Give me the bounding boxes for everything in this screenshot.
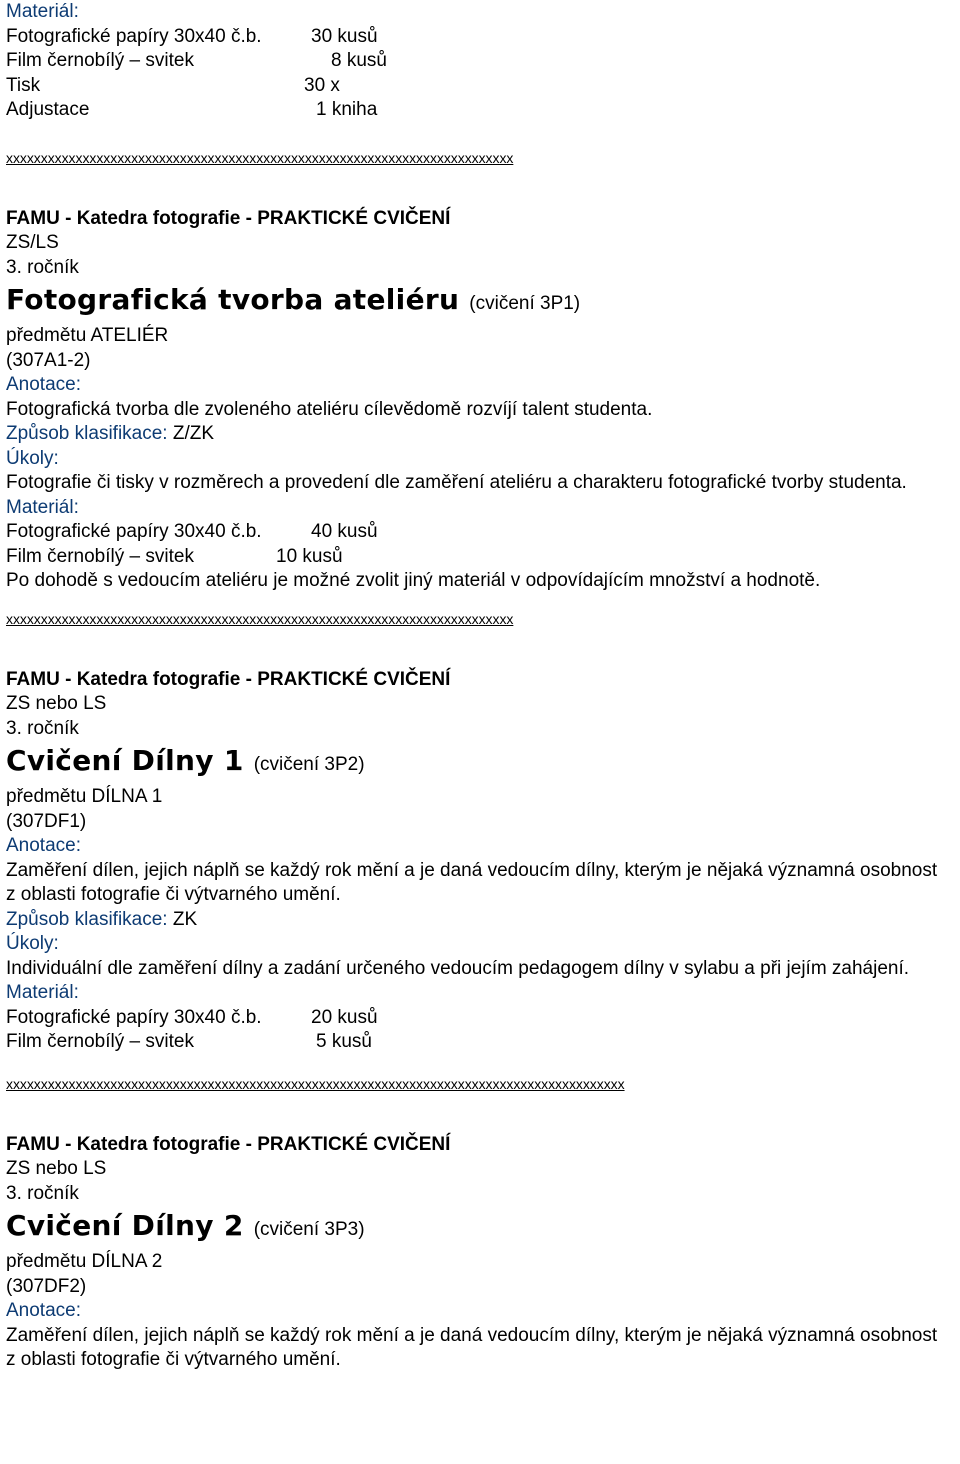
course-code: (307A1-2) [6, 349, 91, 371]
material-label: Materiál: [6, 982, 79, 1003]
course-title-text: Fotografická tvorba ateliéru [6, 283, 460, 316]
material-row [6, 98, 960, 123]
material-qty: 30 kusů [311, 25, 378, 47]
material-row [6, 1006, 960, 1031]
course-title-text: Cvičení Dílny 1 [6, 744, 244, 777]
course-title [6, 1206, 960, 1250]
material-name: Film černobílý – svitek [6, 50, 194, 71]
material-qty: 1 kniha [316, 99, 378, 120]
semester: ZS nebo LS [6, 693, 107, 714]
subject: předmětu DÍLNA 1 [6, 786, 163, 807]
separator-line: xxxxxxxxxxxxxxxxxxxxxxxxxxxxxxxxxxxxxxxxxxxxxxxxxxxxxxxxxxxxxxxxxxxxxxxxxxxxxxxxxxxxxxxxx [6, 1075, 625, 1092]
material-row [6, 74, 960, 99]
material-qty: 5 kusů [316, 1031, 372, 1052]
classification [6, 908, 960, 933]
material-name: Adjustace [6, 99, 90, 120]
course-code: (307DF1) [6, 810, 87, 832]
tasks-text: Fotografie či tisky v rozměrech a provedení dle zaměření ateliéru a charakteru fotografické tvorby studenta. [6, 472, 907, 493]
section-header: FAMU - Katedra fotografie - PRAKTICKÉ CVIČENÍ [6, 207, 451, 229]
subject: předmětu ATELIÉR [6, 325, 169, 346]
material-row [6, 25, 960, 50]
subject: předmětu DÍLNA 2 [6, 1251, 163, 1272]
annotation-text: Zaměření dílen, jejich náplň se každý rok mění a je daná vedoucím dílny, kterým je nějaká významná osobnost z oblasti fotografie či výtvarného umění. [6, 1324, 938, 1370]
course-title-note: (cvičení 3P2) [253, 754, 365, 775]
material-qty: 30 x [304, 74, 340, 96]
material-name: Film černobílý – svitek [6, 1031, 194, 1052]
classification-value: Z/ZK [172, 423, 215, 444]
material-qty: 20 kusů [311, 1006, 378, 1028]
classification-label: Způsob klasifikace: [6, 423, 168, 444]
annotation-label: Anotace: [6, 835, 81, 856]
course-title [6, 280, 960, 324]
material-name: Film černobílý – svitek [6, 545, 194, 567]
annotation-label: Anotace: [6, 374, 81, 395]
material-row [6, 545, 960, 570]
course-section [6, 1133, 960, 1373]
course-title-note: (cvičení 3P1) [469, 293, 581, 314]
top-material-block [6, 0, 960, 123]
annotation-text: Zaměření dílen, jejich náplň se každý rok mění a je daná vedoucím dílny, kterým je nějaká významná osobnost z oblasti fotografie či výtvarného umění. [6, 859, 938, 905]
separator-line: xxxxxxxxxxxxxxxxxxxxxxxxxxxxxxxxxxxxxxxxxxxxxxxxxxxxxxxxxxxxxxxxxxxxxxxxx [6, 610, 514, 627]
section-header: FAMU - Katedra fotografie - PRAKTICKÉ CVIČENÍ [6, 1133, 451, 1155]
course-section [6, 207, 960, 594]
material-label: Materiál: [6, 1, 79, 22]
semester: ZS nebo LS [6, 1158, 107, 1179]
material-name: Tisk [6, 74, 41, 96]
classification-label: Způsob klasifikace: [6, 908, 168, 930]
course-title-note: (cvičení 3P3) [253, 1219, 365, 1240]
course-code: (307DF2) [6, 1275, 87, 1297]
annotation-label: Anotace: [6, 1300, 81, 1321]
course-title-text: Cvičení Dílny 2 [6, 1209, 244, 1242]
year: 3. ročník [6, 717, 79, 739]
annotation-text: Fotografická tvorba dle zvoleného ateliéru cílevědomě rozvíjí talent studenta. [6, 398, 653, 420]
section-header: FAMU - Katedra fotografie - PRAKTICKÉ CVIČENÍ [6, 668, 451, 690]
classification-value: ZK [172, 908, 198, 930]
material-row [6, 1030, 960, 1055]
separator-line: xxxxxxxxxxxxxxxxxxxxxxxxxxxxxxxxxxxxxxxxxxxxxxxxxxxxxxxxxxxxxxxxxxxxxxxxx [6, 149, 514, 166]
tasks-label: Úkoly: [6, 933, 59, 954]
year: 3. ročník [6, 256, 79, 278]
semester: ZS/LS [6, 232, 59, 253]
tasks-label: Úkoly: [6, 447, 59, 469]
note-text: Po dohodě s vedoucím ateliéru je možné zvolit jiný materiál v odpovídajícím množství a hodnotě. [6, 570, 821, 591]
material-name: Fotografické papíry 30x40 č.b. [6, 25, 262, 47]
material-label: Materiál: [6, 496, 79, 518]
material-qty: 10 kusů [276, 545, 343, 567]
material-row [6, 520, 960, 545]
material-name: Fotografické papíry 30x40 č.b. [6, 521, 262, 542]
course-section [6, 668, 960, 1055]
year: 3. ročník [6, 1182, 79, 1204]
classification [6, 422, 960, 447]
material-row [6, 49, 960, 74]
material-qty: 40 kusů [311, 521, 378, 542]
material-name: Fotografické papíry 30x40 č.b. [6, 1006, 262, 1028]
material-qty: 8 kusů [331, 50, 387, 71]
tasks-text: Individuální dle zaměření dílny a zadání určeného vedoucím pedagogem dílny v sylabu a při jejím zahájení. [6, 957, 910, 979]
course-title [6, 741, 960, 785]
